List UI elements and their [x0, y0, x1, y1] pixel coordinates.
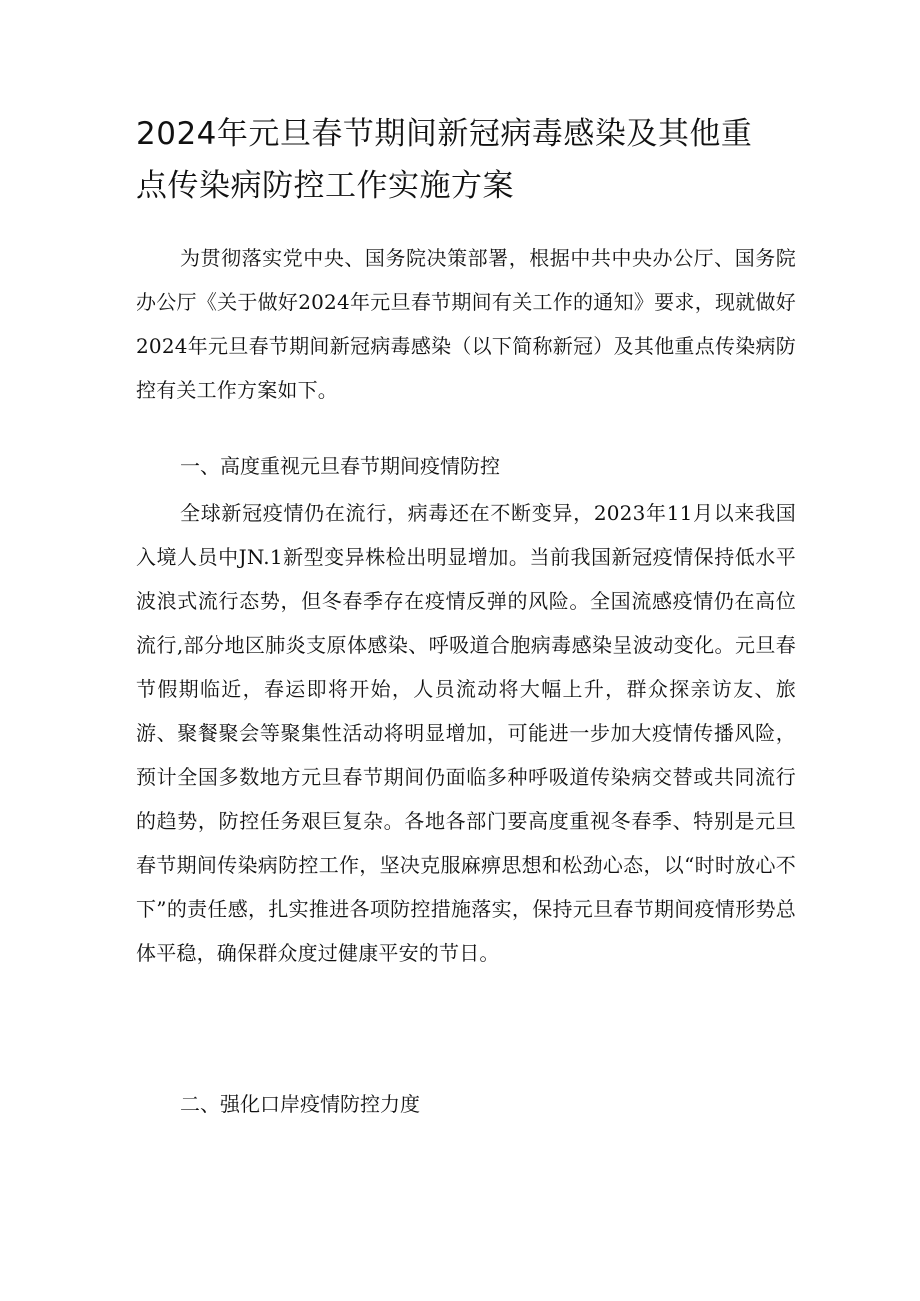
intro-paragraph: 为贯彻落实党中央、国务院决策部署，根据中共中央办公厅、国务院办公厅《关于做好2024年元旦春节期间有关工作的通知》要求，现就做好2024年元旦春节期间新冠病毒感染（以下简称新冠）及其他重点传染病防控有关工作方案如下。 [136, 246, 796, 402]
section-1-body: 全球新冠疫情仍在流行，病毒还在不断变异，2023年11月以来我国入境人员中JN.1新型变异株检出明显增加。当前我国新冠疫情保持低水平波浪式流行态势，但冬春季存在疫情反弹的风险。全国流感疫情仍在高位流行,部分地区肺炎支原体感染、呼吸道合胞病毒感染呈波动变化。元旦春节假期临近，春运即将开始，人员流动将大幅上升，群众探亲访友、旅游、聚餐聚会等聚集性活动将明显增加，可能进一步加大疫情传播风险，预计全国多数地方元旦春节期间仍面临多种呼吸道传染病交替或共同流行的趋势，防控任务艰巨复杂。各地各部门要高度重视冬春季、特别是元旦春节期间传染病防控工作，坚决克服麻痹思想和松劲心态，以“时时放心不下”的责任感，扎实推进各项防控措施落实，保持元旦春节期间疫情形势总体平稳，确保群众度过健康平安的节日。 [136, 501, 796, 965]
document-title-line-2: 点传染病防控工作实施方案 [136, 168, 514, 204]
document-title-line-1: 2024年元旦春节期间新冠病毒感染及其他重 [136, 116, 753, 152]
document-title [136, 108, 796, 212]
section-2-heading: 二、强化口岸疫情防控力度 [180, 1092, 420, 1116]
section-1-heading: 一、高度重视元旦春节期间疫情防控 [180, 454, 500, 478]
